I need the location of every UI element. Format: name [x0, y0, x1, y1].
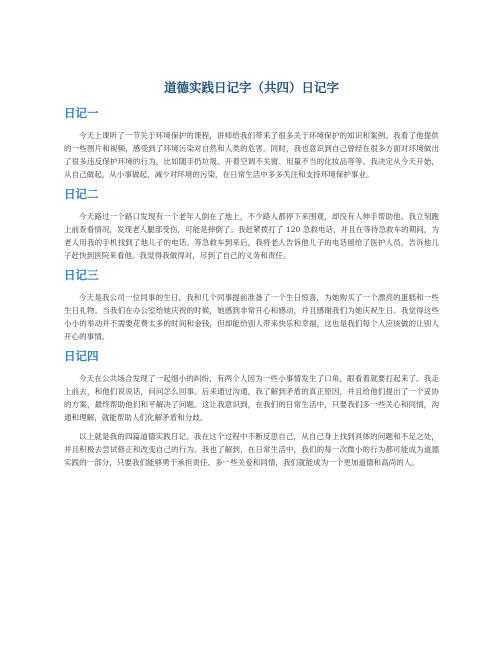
document-title: 道德实践日记字（共四）日记字: [163, 80, 339, 95]
section-heading: 日记二: [64, 187, 99, 201]
section-heading: 日记四: [64, 349, 99, 363]
paragraph: 今天在公共场合发现了一起细小的纠纷，有两个人因为一些小事情发生了口角，眼看着就要打起来了。我走上前去，和他们说说话，问问怎么回事。后来通过沟通，我了解到矛盾的真正原因，并且给他们提出了一个妥协的方案，最终帮助他们和平解决了问题。这让我意识到，在我们的日常生活中，只要我们多一些关心和同情，沟通和理解，就能帮助人们化解矛盾和分歧。: [64, 374, 439, 422]
diary-entry-3: [64, 268, 439, 343]
section-heading: 日记三: [64, 268, 99, 282]
conclusion-paragraph: 以上就是我的四篇道德实践日记。我在这个过程中不断反思自己，从自己身上找到具体的问题和不足之处，并且积极去尝试修正和改变自己的行为。我也了解到，在日常生活中，我们的每一次微小的行为都可能成为道德实践的一部分，只要我们能够勇于承担责任、多一些关爱和同情，我们就能成为一个更加道德和高尚的人。: [64, 432, 439, 467]
section-heading: 日记一: [64, 106, 99, 120]
diary-entry-4: [64, 349, 439, 469]
paragraph: 今天是我公司一位同事的生日，我和几个同事提前准备了一个生日惊喜，为她购买了一个漂亮的蛋糕和一些生日礼物。当我们在办公室给她庆祝的时候，她感到非常开心和感动，并且感谢我们为她庆祝生日。我觉得这些小小的举动并不需要花费太多的时间和金钱，但却能给别人带来快乐和幸福，这也是我们每个人应该做的让别人开心的事情。: [64, 293, 439, 341]
diary-entry-1: [64, 106, 439, 181]
diary-entry-2: [64, 187, 439, 262]
paragraph: 今天上课听了一节关于环境保护的课程，讲师给我们带来了很多关于环境保护的知识和案例。我看了他提供的一些图片和视频，感受到了环境污染对自然和人类的危害。同时，我也意识到自己曾经在很多方面对环境做出了很多违反保护环境的行为，比如随手扔垃圾、开着空调不关窗、用量不当的化妆品等等。我决定从今天开始，从自己做起，从小事做起，减少对环境的污染，在日常生活中多多关注和支持环境保护事业。: [64, 131, 439, 179]
paragraph: 今天路过一个路口发现有一个老年人倒在了地上，不少路人都停下来围观，却没有人伸手帮助他。我立刻跑上前查看情况，发现老人腿部受伤，可能是摔倒了。我赶紧拨打了 120 急救电话，并且在等待急救车的期间，为老人用我的手机找到了他儿子的电话。等急救车到来后，我将老人告诉他儿子的电话留给了医护人员，告诉他儿子赶快到医院来看他。我觉得我做得对，尽到了自己的义务和责任。: [64, 212, 439, 260]
